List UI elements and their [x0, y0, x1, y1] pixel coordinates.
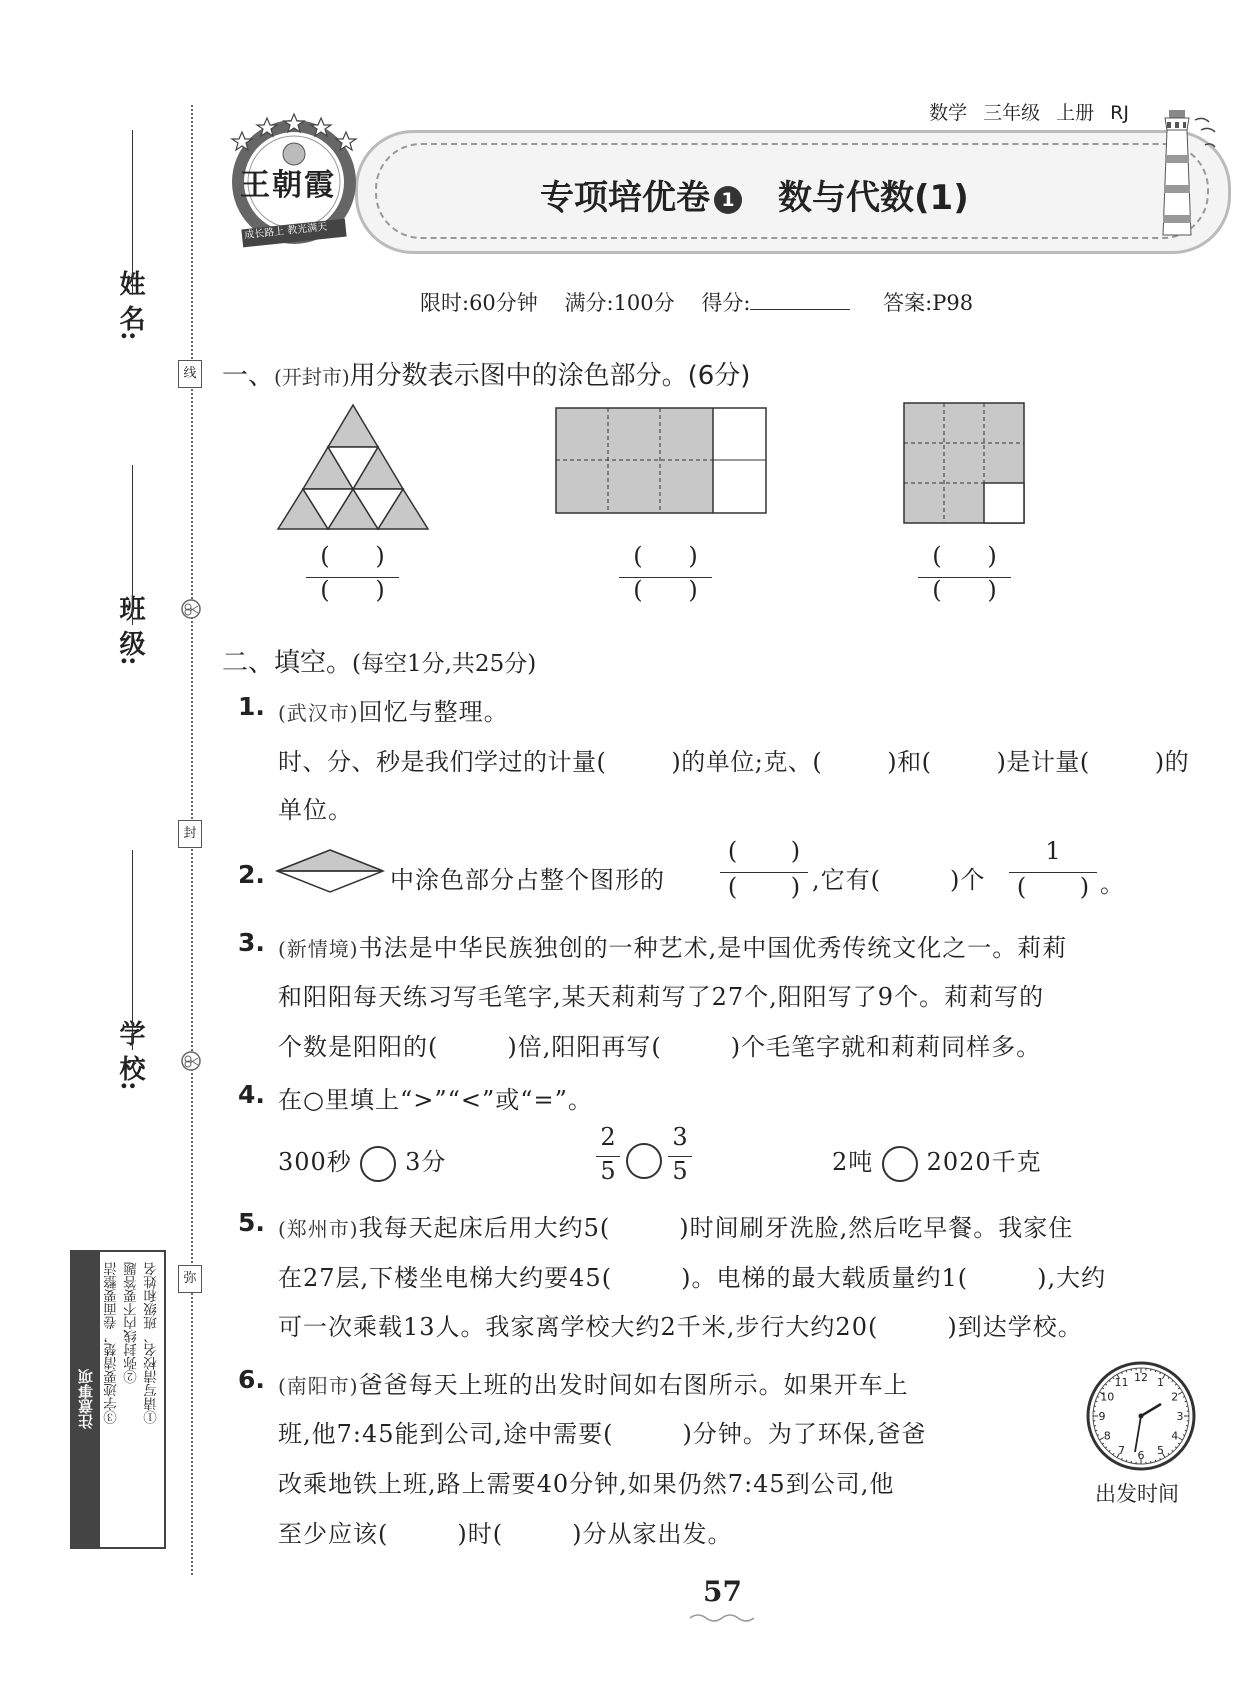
note-item: ①请写清校名、班级和姓名	[144, 1262, 160, 1424]
cut-mark-mi: 弥	[178, 1265, 202, 1293]
q6-line3: 改乘地铁上班,路上需要40分钟,如果仍然7:45到公司,他	[278, 1470, 895, 1498]
name-field[interactable]	[132, 130, 133, 295]
clock-number: 11	[1114, 1376, 1129, 1390]
q5-line1: 我每天起床后用大约5( )时间刷牙洗脸,然后吃早餐。我家住	[358, 1214, 1074, 1242]
page-title	[540, 170, 969, 219]
q1-line2: 单位。	[278, 796, 353, 824]
q3-line2: 和阳阳每天练习写毛笔字,某天莉莉写了27个,阳阳写了9个。莉莉写的	[278, 983, 1045, 1011]
question-number: 2.	[238, 860, 265, 889]
clock-number: 7	[1118, 1443, 1125, 1457]
rectangle-figure	[555, 407, 767, 515]
q2-text-b: ,它有( )个	[812, 866, 986, 894]
logo-text: 王朝霞	[240, 168, 336, 203]
meta-line	[420, 287, 973, 317]
title-number: 1	[714, 186, 742, 214]
note-item: ②弥封线内不要答题	[124, 1262, 140, 1384]
page-number: 57	[703, 1575, 742, 1608]
clock-tick	[1095, 1430, 1097, 1431]
question-number: 5.	[238, 1208, 265, 1237]
question-number: 4.	[238, 1080, 265, 1109]
score-field[interactable]	[750, 309, 850, 310]
clock-number: 3	[1176, 1410, 1184, 1423]
clock-number: 2	[1171, 1390, 1179, 1404]
compare-item-3: 2吨 2020千克	[832, 1142, 1042, 1182]
clock-tick	[1126, 1460, 1127, 1462]
clock-tick	[1095, 1401, 1097, 1402]
q2-text-a: 中涂色部分占整个图形的	[390, 866, 665, 894]
q4-text: 在○里填上“>”“<”或“=”。	[278, 1086, 593, 1114]
rhombus-figure	[275, 848, 385, 894]
time-limit: 限时:60分钟	[420, 291, 538, 315]
section-1-instruction: 用分数表示图中的涂色部分。(6分)	[349, 361, 751, 391]
compare-circle[interactable]	[882, 1146, 918, 1182]
clock-figure	[1085, 1360, 1197, 1472]
clock-number: 12	[1134, 1371, 1148, 1384]
logo-motto: 成长路上 教光满天	[243, 221, 328, 242]
full-score: 满分:100分	[564, 291, 675, 315]
clock-number: 10	[1100, 1390, 1115, 1404]
scissors-icon	[180, 598, 202, 620]
clock-tick	[1155, 1460, 1156, 1462]
fraction-answer-2[interactable]: ( ) ( )	[613, 542, 718, 604]
school-label: 学 校:	[115, 1020, 145, 1091]
question-number: 6.	[238, 1365, 265, 1394]
lighthouse-icon	[1145, 100, 1225, 240]
wave-ornament	[688, 1610, 758, 1624]
scissors-icon	[180, 1050, 202, 1072]
section-2-heading: 二、填空。(每空1分,共25分)	[222, 648, 537, 678]
clock-number: 8	[1103, 1429, 1111, 1443]
answer-ref: 答案:P98	[883, 291, 974, 315]
subject-line: 数学 三年级 上册 RJ	[929, 102, 1129, 124]
fraction-answer-3[interactable]: ( ) ( )	[912, 542, 1017, 604]
question-number: 1.	[238, 692, 265, 721]
clock-tick	[1185, 1430, 1187, 1431]
notes-heading: 注意事项	[77, 1369, 95, 1430]
q6-line2: 班,他7:45能到公司,途中需要( )分钟。为了环保,爸爸	[278, 1420, 927, 1448]
compare-fraction-left: 2 5	[595, 1123, 621, 1185]
cut-mark-seal: 封	[178, 820, 202, 848]
score-label: 得分:	[701, 291, 751, 315]
q6-line1: 爸爸每天上班的出发时间如右图所示。如果开车上	[358, 1371, 909, 1399]
school-field[interactable]	[132, 850, 133, 1050]
question-source: (开封市)	[274, 365, 350, 389]
question-source: (新情境)	[278, 937, 359, 961]
section-1-heading: 一、(开封市)用分数表示图中的涂色部分。(6分)	[222, 361, 751, 391]
notes-box	[70, 1250, 166, 1549]
compare-item-1: 300秒 3分	[278, 1142, 446, 1182]
compare-circle[interactable]	[626, 1143, 662, 1179]
q6-line4: 至少应该( )时( )分从家出发。	[278, 1520, 733, 1548]
square-figure	[903, 402, 1025, 524]
clock-number: 5	[1157, 1443, 1164, 1457]
class-field[interactable]	[132, 465, 133, 625]
note-item: ③字迹要清楚，卷面要整洁	[104, 1262, 120, 1424]
q2-unit-fraction[interactable]: 1 ( )	[1005, 837, 1101, 901]
question-source: (武汉市)	[278, 701, 359, 725]
question-number: 3.	[238, 928, 265, 957]
q5-line2: 在27层,下楼坐电梯大约要45( )。电梯的最大载质量约1( ),大约	[278, 1264, 1107, 1292]
clock-tick	[1185, 1401, 1187, 1402]
q3-line1: 书法是中华民族独创的一种艺术,是中国优秀传统文化之一。莉莉	[358, 934, 1068, 962]
fraction-answer-1[interactable]: ( ) ( )	[300, 542, 405, 604]
compare-circle[interactable]	[360, 1146, 396, 1182]
question-source: (南阳市)	[278, 1374, 359, 1398]
q1-line1: 时、分、秒是我们学过的计量( )的单位;克、( )和( )是计量( )的	[278, 748, 1190, 776]
clock-tick	[1126, 1370, 1127, 1372]
clock-number: 4	[1171, 1429, 1179, 1443]
compare-fraction-right: 3 5	[667, 1123, 693, 1185]
q3-line3: 个数是阳阳的( )倍,阳阳再写( )个毛笔字就和莉莉同样多。	[278, 1033, 1042, 1061]
class-label: 班 级:	[115, 595, 145, 666]
clock-tick	[1155, 1370, 1156, 1372]
clock-number: 1	[1157, 1376, 1164, 1390]
q5-line3: 可一次乘载13人。我家离学校大约2千米,步行大约20( )到达学校。	[278, 1313, 1083, 1341]
question-source: (郑州市)	[278, 1217, 359, 1241]
cut-mark-line: 线	[178, 360, 202, 388]
name-label: 姓 名:	[115, 270, 145, 341]
clock-number: 6	[1137, 1449, 1145, 1462]
clock-caption: 出发时间	[1095, 1482, 1179, 1506]
clock-number: 9	[1098, 1410, 1106, 1423]
section-2-points: (每空1分,共25分)	[352, 651, 537, 677]
title-main: 数与代数(1)	[778, 178, 969, 218]
q2-fraction-blank[interactable]: ( ) ( )	[716, 837, 812, 901]
triangle-figure	[276, 403, 430, 531]
title-prefix: 专项培优卷	[540, 178, 710, 218]
